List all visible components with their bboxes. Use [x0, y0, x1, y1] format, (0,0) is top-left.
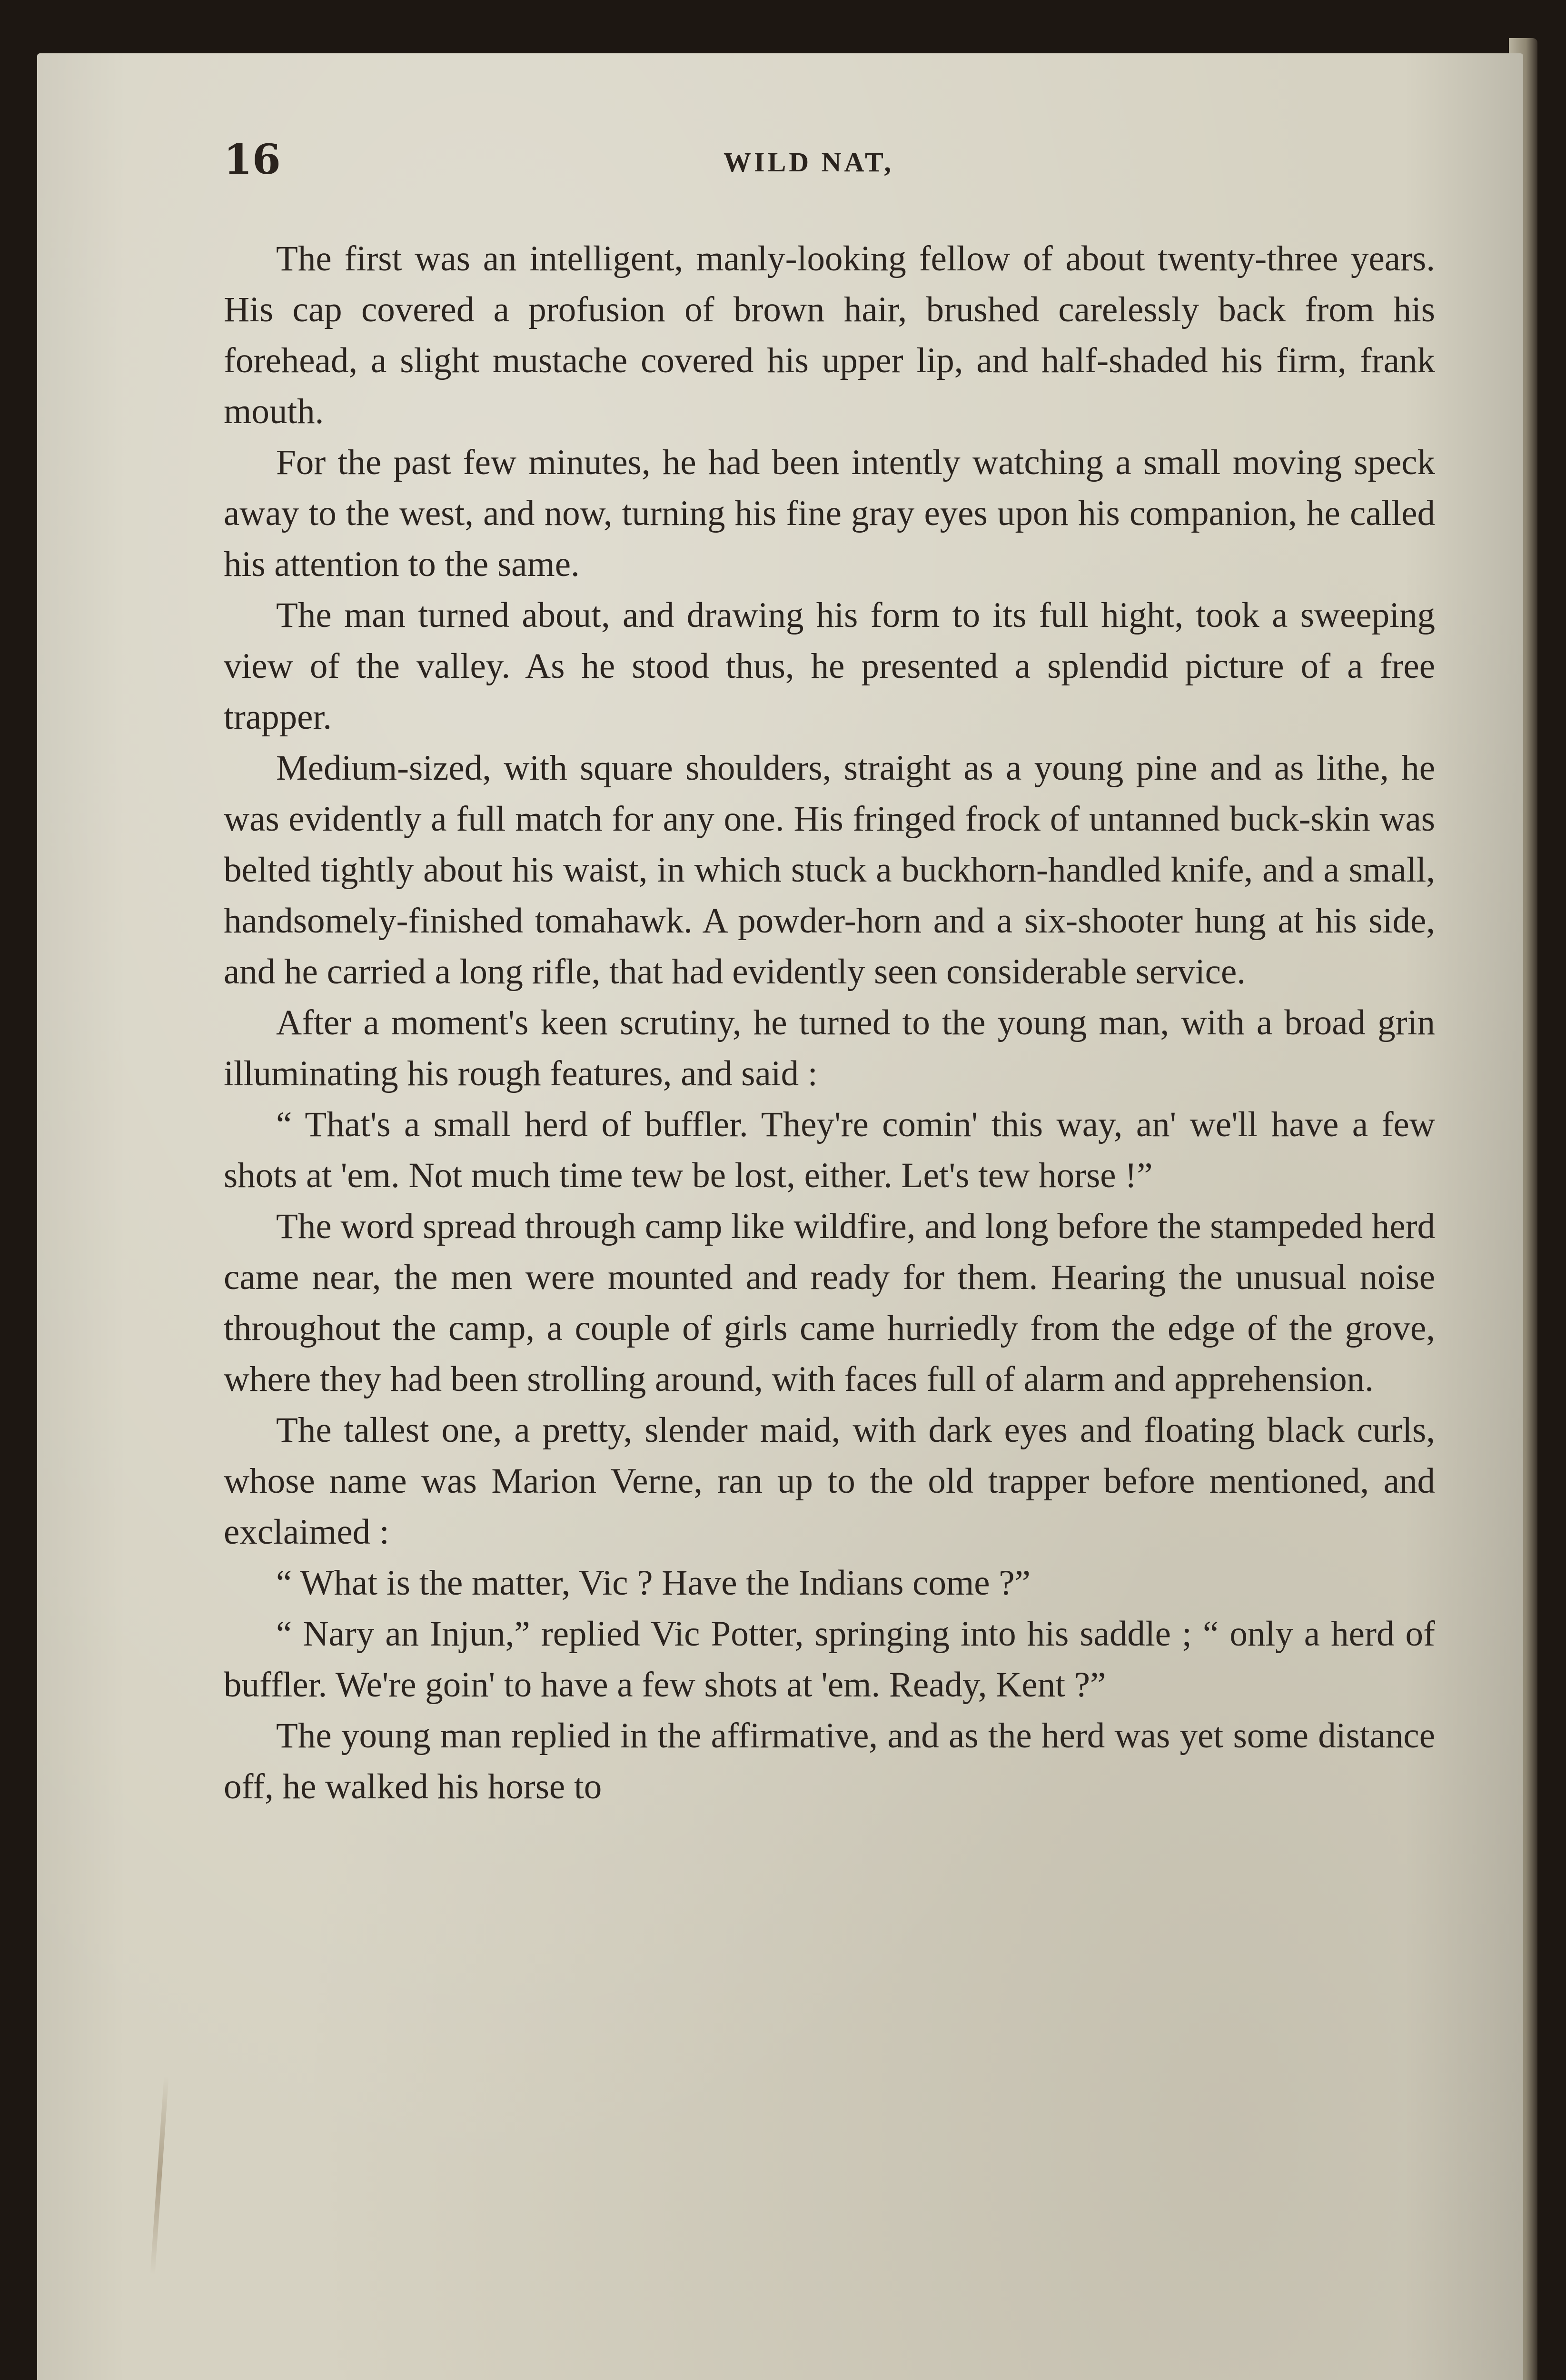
paragraph: “ Nary an Injun,” replied Vic Potter, springing into his saddle ; “ only a herd of buffler. We're goin' to have a few shots at 'em. Ready, Kent ?” [224, 1614, 1435, 1705]
page-header [224, 136, 1457, 188]
page-number: 16 [224, 136, 281, 184]
paragraph: “ What is the matter, Vic ? Have the Indians come ?” [276, 1563, 1031, 1603]
paragraph: After a moment's keen scrutiny, he turned to the young man, with a broad grin illuminating his rough features, and said : [224, 1003, 1435, 1093]
body-text [224, 233, 1435, 1812]
paragraph: The man turned about, and drawing his form to its full hight, took a sweeping view of the valley. As he stood thus, he presented a splendid picture of a free trapper. [224, 595, 1435, 737]
paragraph: “ That's a small herd of buffler. They're comin' this way, an' we'll have a few shots at 'em. Not much time tew be lost, either. Let's tew horse !” [224, 1105, 1435, 1195]
paragraph: For the past few minutes, he had been intently watching a small moving speck away to the west, and now, turning his fine gray eyes upon his companion, he called his attention to the same. [224, 443, 1435, 584]
paragraph: Medium-sized, with square shoulders, straight as a young pine and as lithe, he was evidently a full match for any one. His fringed frock of untanned buck-skin was belted tightly about his waist, in which stuck a buckhorn-handled knife, and a small, handsomely-finished tomahawk. A powder-horn and a six-shooter hung at his side, and he carried a long rifle, that had evidently seen considerable service. [224, 748, 1435, 992]
paragraph: The tallest one, a pretty, slender maid, with dark eyes and floating black curls, whose name was Marion Verne, ran up to the old trapper before mentioned, and exclaimed : [224, 1410, 1435, 1552]
paragraph: The word spread through camp like wildfire, and long before the stampeded herd came near, the men were mounted and ready for them. Hearing the unusual noise throughout the camp, a couple of girls came hurriedly from the edge of the grove, where they had been strolling around, with faces full of alarm and apprehension. [224, 1207, 1435, 1399]
paragraph: The young man replied in the affirmative, and as the herd was yet some distance off, he walked his horse to [224, 1716, 1435, 1806]
running-title: WILD NAT, [724, 147, 894, 178]
paragraph: The first was an intelligent, manly-looking fellow of about twenty-three years. His cap covered a profusion of brown hair, brushed carelessly back from his forehead, a slight mustache covered his upper lip, and half-shaded his firm, frank mouth. [224, 239, 1435, 431]
